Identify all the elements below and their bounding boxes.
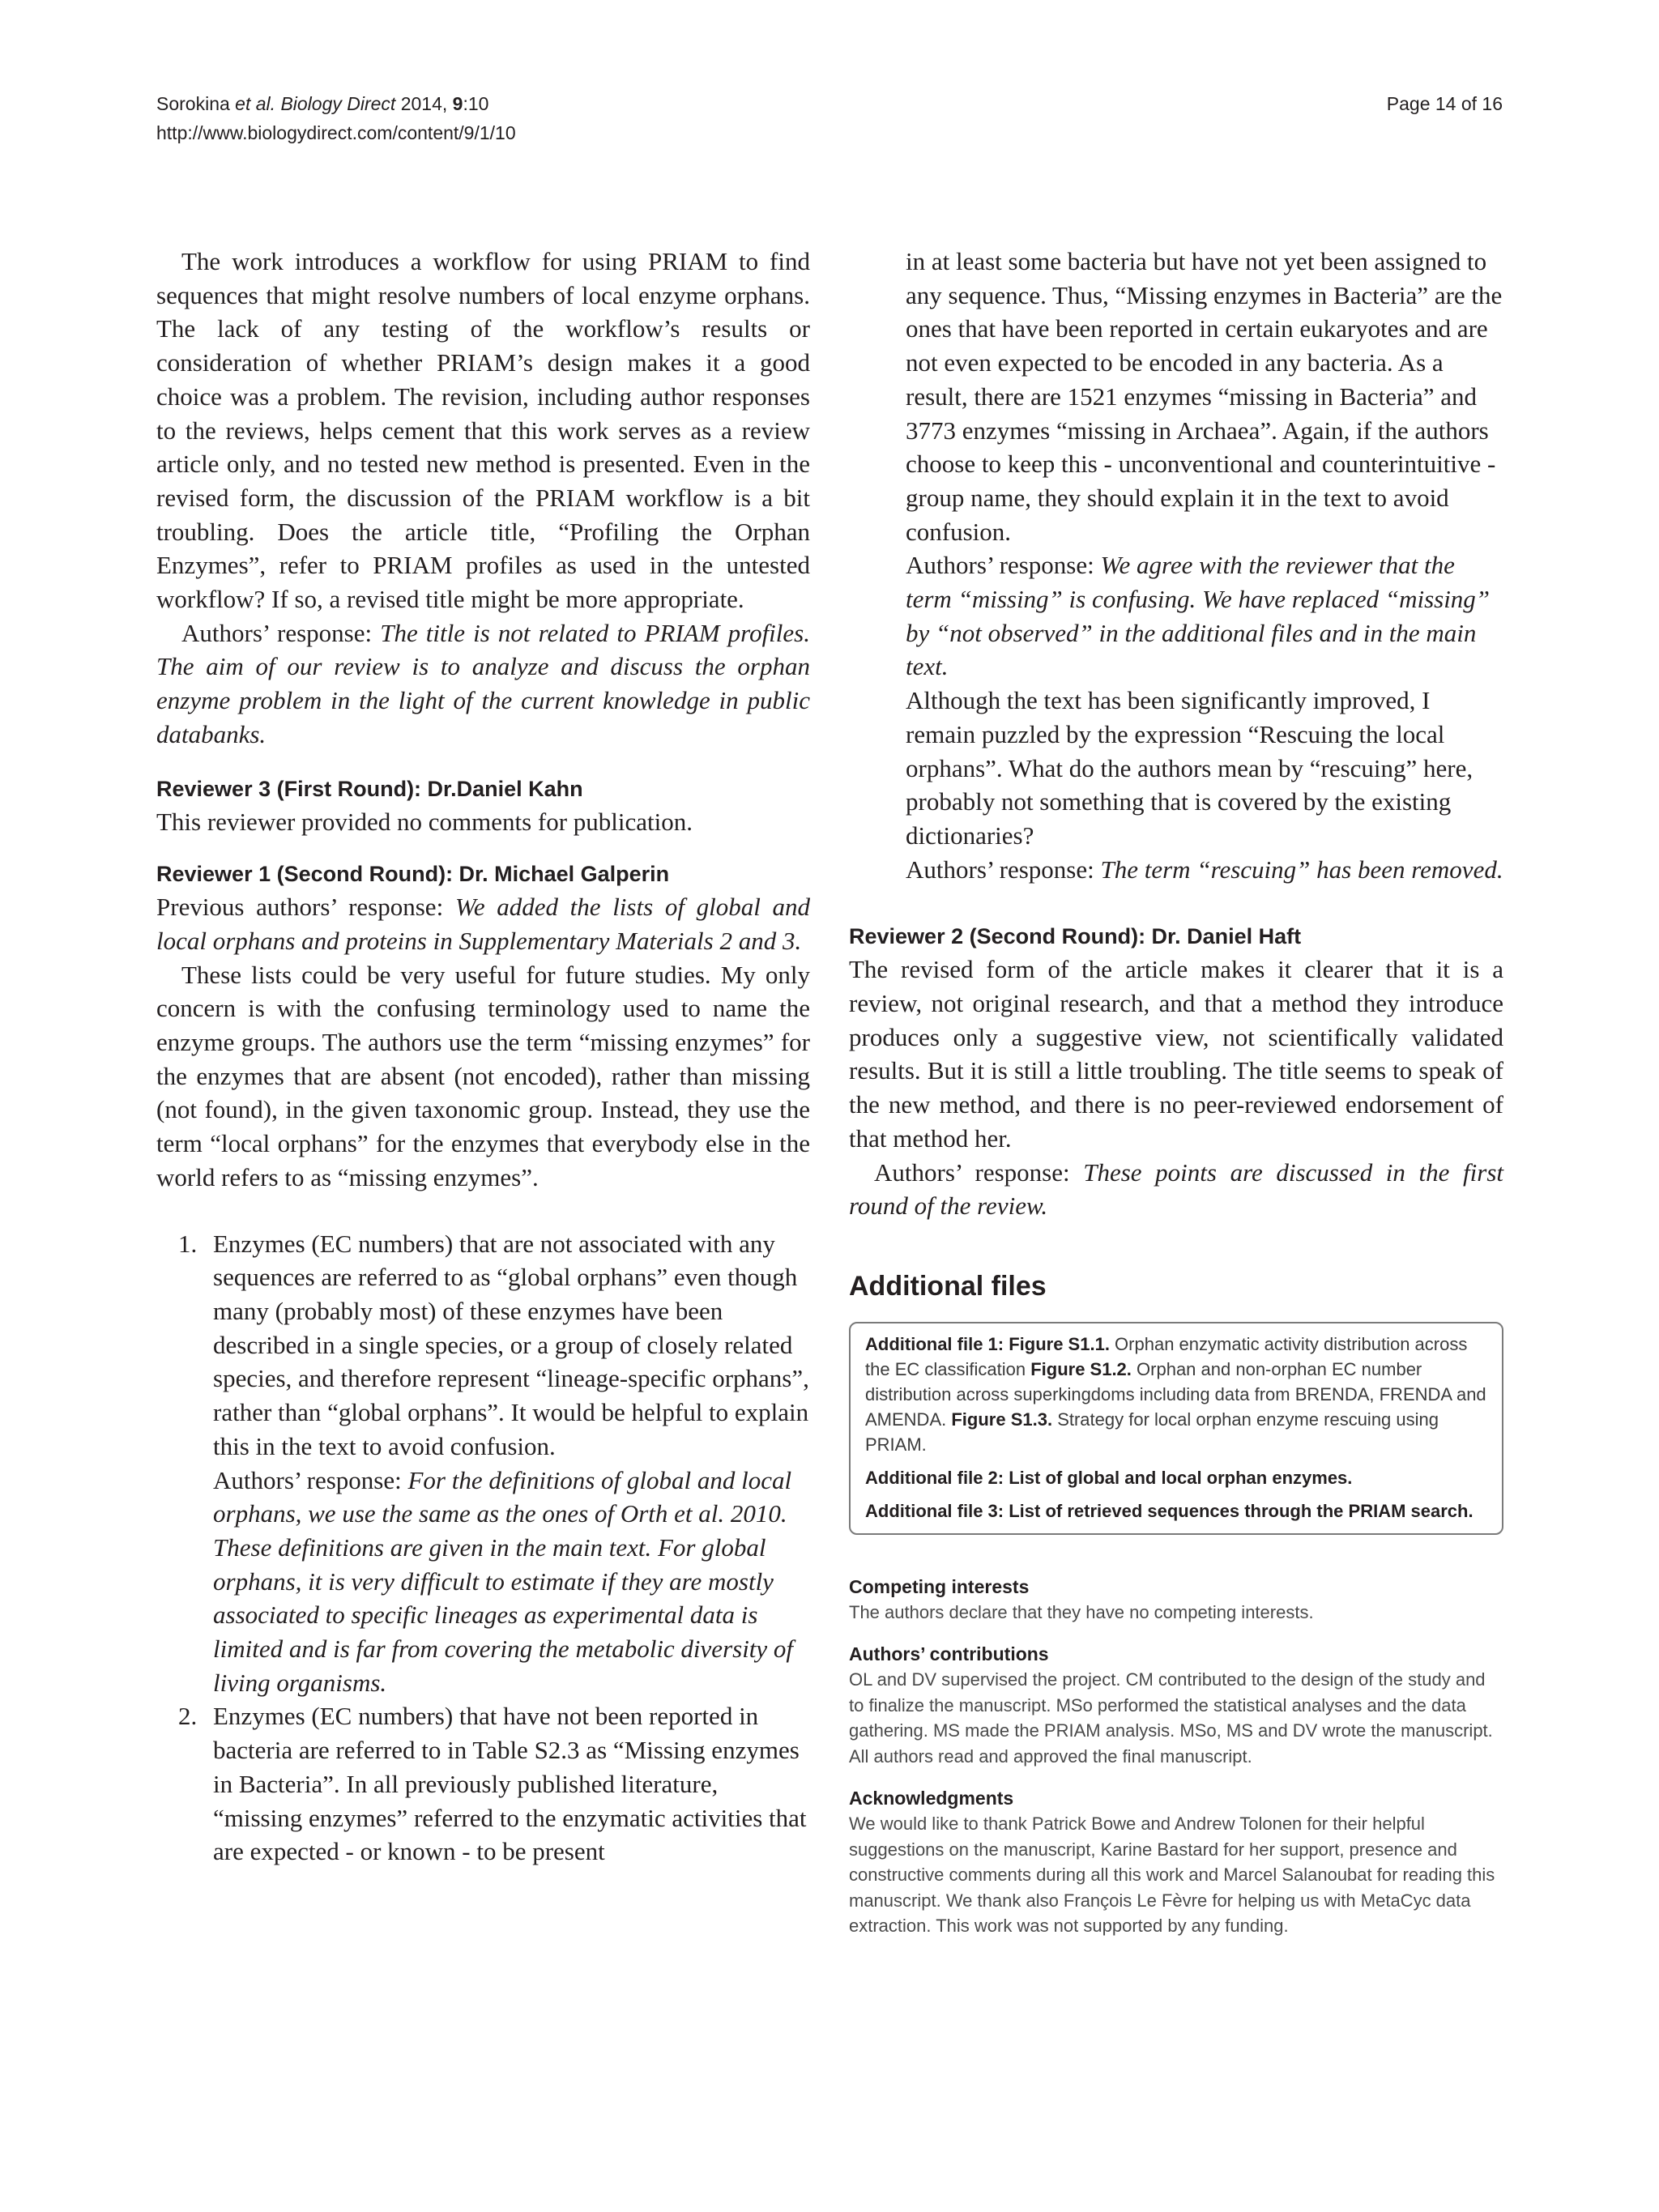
list-item [156, 1227, 810, 1700]
list-item-response [906, 548, 1503, 684]
acknowledgments-heading: Acknowledgments [849, 1788, 1014, 1809]
response-text: We agree with the reviewer that the term “missing” is confusing. We have replaced “missing” by “not observed” in the additional files and in the main text. [906, 551, 1491, 681]
reviewer-comment-paragraph: These lists could be very useful for future studies. My only concern is with the confusing terminology used to name the enzyme groups. The authors use the term “missing enzymes” for the enzymes that are absent (not encoded), rather than missing (not found), in the given taxonomic group. Instead, they use the term “local orphans” for the enzymes that everybody else in the world refers to as “missing enzymes”. [156, 960, 810, 1191]
list-item-response [213, 1464, 810, 1700]
additional-file-3[interactable] [865, 1498, 1487, 1524]
list-item-text: Although the text has been significantly improved, I remain puzzled by the expression “Rescuing the local orphans”. What do the authors mean by “rescuing” here, probably not something that is covered by the existing dictionaries? [906, 686, 1473, 850]
response-label: Authors’ response: [213, 1465, 408, 1494]
response-text: The title is not related to PRIAM profiles. The aim of our review is to analyze and discuss the orphan enzyme problem in the light of the current knowledge in public databanks. [156, 618, 810, 748]
response-label: Authors’ response: [906, 855, 1101, 884]
response-text: For the definitions of global and local orphans, we use the same as the ones of Orth et al. 2010. These definitions are given in the main text. For global orphans, it is very difficult to estimate if they are mostly associated to specific lineages as experimental data is limited and is far from covering the metabolic diversity of living organisms. [213, 1465, 794, 1697]
list-item-text: Enzymes (EC numbers) that have not been reported in bacteria are referred to in Table S2.3 as “Missing enzymes in Bacteria”. In all previously published literature, “missing enzymes” referred to the enzymatic activities that are expected - or known - to be present [213, 1702, 807, 1866]
list-item [156, 1699, 810, 1869]
previous-response-text: We added the lists of global and local orphans and proteins in Supplementary Materials 2 and 3. [156, 893, 810, 955]
figure-s1-2-label: Figure S1.2. [1030, 1358, 1132, 1379]
citation-journal: Biology Direct [280, 93, 396, 114]
additional-file-1-text: Strategy for local orphan enzyme rescuing using PRIAM. [865, 1409, 1439, 1455]
page-number: Page 14 of 16 [1386, 93, 1503, 114]
right-column [849, 245, 1503, 1939]
left-column [156, 245, 810, 1869]
additional-file-1[interactable] [865, 1332, 1487, 1457]
numbered-list [156, 1227, 810, 1869]
reviewer-1-second-round-heading: Reviewer 1 (Second Round): Dr. Michael Galperin [156, 862, 670, 887]
previous-authors-response [156, 890, 810, 957]
authors-contributions-heading: Authors’ contributions [849, 1643, 1049, 1665]
additional-files-box [849, 1322, 1503, 1535]
list-item-text: in at least some bacteria but have not yet been assigned to any sequence. Thus, “Missing enzymes in Bacteria” are the ones that have been reported in certain eukaryotes and are not even expected to be encoded in any bacteria. As a result, there are 1521 enzymes “missing in Bacteria” and 3773 enzymes “missing in Archaea”. Again, if the authors choose to keep this - unconventional and counterintuitive - group name, they should explain it in the text to avoid confusion. [906, 247, 1503, 546]
acknowledgments-text: We would like to thank Patrick Bowe and Andrew Tolonen for their helpful suggestions on the manuscript, Karine Bastard for her support, presence and constructive comments during all this work and Marcel Salanoubat for reading this manuscript. We thank also François Le Fèvre for helping us with MetaCyc data extraction. This work was not supported by any funding. [849, 1813, 1495, 1937]
reviewer-3-text: This reviewer provided no comments for publication. [156, 807, 693, 836]
response-text: The term “rescuing” has been removed. [1100, 855, 1503, 884]
list-item-response [906, 853, 1503, 887]
additional-file-2[interactable] [865, 1465, 1487, 1490]
citation-article: :10 [463, 93, 489, 114]
response-label: Authors’ response: [906, 551, 1101, 580]
response-text: These points are discussed in the first round of the review. [849, 1157, 1503, 1221]
list-item-number: 1. [178, 1229, 198, 1258]
additional-file-3-label: Additional file 3: List of retrieved sequences through the PRIAM search. [865, 1500, 1473, 1521]
response-label: Authors’ response: [181, 618, 381, 647]
list-item-text: Enzymes (EC numbers) that are not associated with any sequences are referred to as “global orphans” even though many (probably most) of these enzymes have been described in a single species, or a group of closely related species, and therefore represent “lineage-specific orphans”, rather than “global orphans”. It would be helpful to explain this in the text to avoid confusion. [213, 1229, 809, 1460]
competing-interests-text: The authors declare that they have no competing interests. [849, 1601, 1314, 1622]
citation-volume: 9 [452, 93, 463, 114]
response-label: Authors’ response: [874, 1157, 1084, 1187]
authors-contributions-text: OL and DV supervised the project. CM contributed to the design of the study and to finalize the manuscript. MSo performed the statistical analyses and the data gathering. MS made the PRIAM analysis. MSo, MS and DV wrote the manuscript. All authors read and approved the final manuscript. [849, 1669, 1493, 1767]
citation-year: 2014, [395, 93, 453, 114]
figure-s1-3-label: Figure S1.3. [951, 1409, 1053, 1430]
citation-etal: et al. [235, 93, 276, 114]
reviewer-comment-paragraph: The work introduces a workflow for using PRIAM to find sequences that might resolve numbers of local enzyme orphans. The lack of any testing of the workflow’s results or consideration of whether PRIAM’s design makes it a good choice was a problem. The revision, including author responses to the reviews, helps cement that this work serves as a review article only, and no tested new method is presented. Even in the revised form, the discussion of the PRIAM workflow is a bit troubling. Does the article title, “Profiling the Orphan Enzymes”, refer to PRIAM profiles as used in the untested workflow? If so, a revised title might be more appropriate. [156, 247, 810, 614]
additional-file-1-text: Orphan and non-orphan EC number distribution across superkingdoms including data from BRENDA, FRENDA and AMENDA. [865, 1358, 1486, 1430]
authors-response [849, 1156, 1503, 1223]
previous-response-label: Previous authors’ response: [156, 893, 455, 922]
list-item-continuation [849, 245, 1503, 886]
additional-files-heading: Additional files [849, 1270, 1047, 1302]
list-item-number: 2. [178, 1702, 198, 1731]
citation [156, 89, 516, 147]
additional-file-1-text: Orphan enzymatic activity distribution across the EC classification [865, 1333, 1468, 1379]
citation-url[interactable]: http://www.biologydirect.com/content/9/1/10 [156, 122, 516, 143]
authors-response [156, 616, 810, 752]
reviewer-2-text: The revised form of the article makes it clearer that it is a review, not original research, and that a method they introduce produces only a suggestive view, not scientifically validated results. But it is still a little troubling. The title seems to speak of the new method, and there is no peer-reviewed endorsement of that method her. [849, 955, 1503, 1153]
competing-interests-heading: Competing interests [849, 1575, 1030, 1597]
reviewer-3-heading: Reviewer 3 (First Round): Dr.Daniel Kahn [156, 776, 583, 801]
additional-file-2-label: Additional file 2: List of global and local orphan enzymes. [865, 1467, 1353, 1488]
citation-authors: Sorokina [156, 93, 236, 114]
reviewer-2-second-round-heading: Reviewer 2 (Second Round): Dr. Daniel Haft [849, 924, 1302, 949]
additional-file-1-label: Additional file 1: Figure S1.1. [865, 1333, 1110, 1354]
